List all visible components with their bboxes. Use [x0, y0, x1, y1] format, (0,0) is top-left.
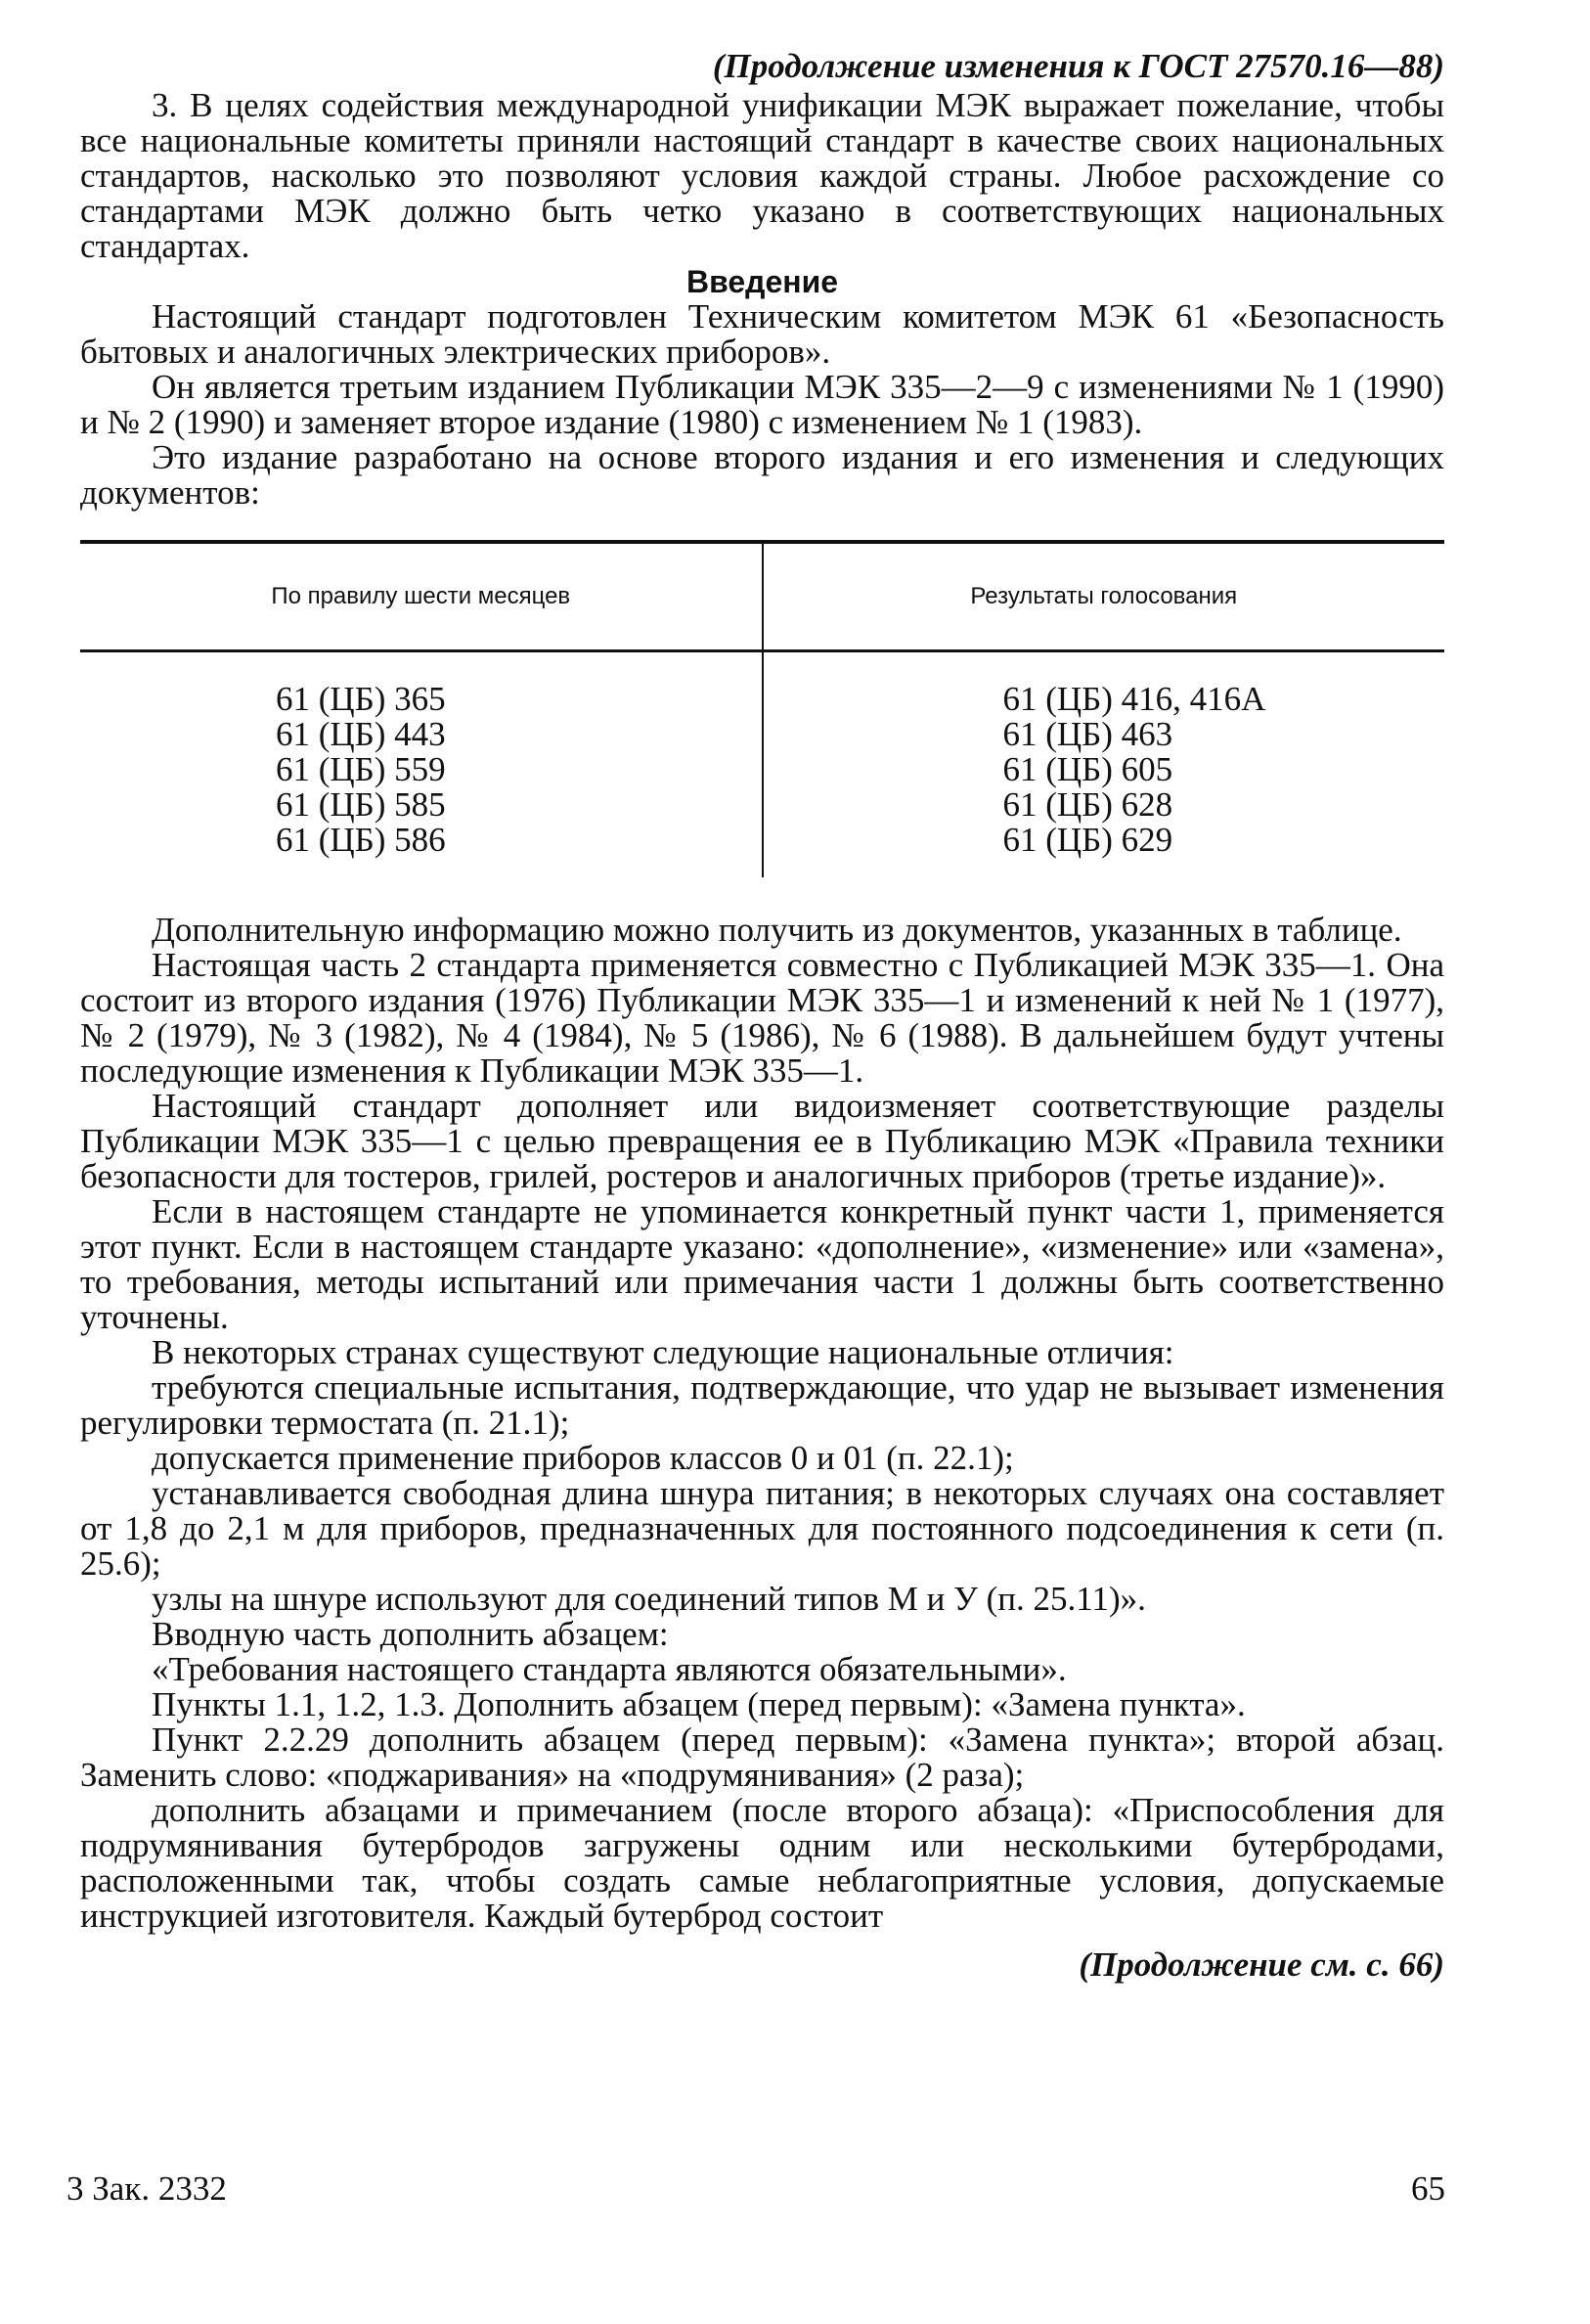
table-body	[80, 652, 1444, 877]
table-cell: 61 (ЦБ) 586	[276, 821, 446, 859]
paragraph: Пункт 2.2.29 дополнить абзацем (перед первым): «Замена пункта»; второй абзац. Заменить слово: «поджаривания» на «подрумянивания» (2 раза);	[80, 1721, 1444, 1794]
table-cell: 61 (ЦБ) 585	[276, 785, 446, 824]
paragraph: дополнить абзацами и примечанием (после второго абзаца): «Приспособления для подрумянивания бутербродов загружены одним или несколькими бутербродами, расположенными так, чтобы создать самые неблагоприятные условия, допускаемые инструкцией изготовителя. Каждый бутерброд состоит	[80, 1791, 1444, 1935]
paragraph: Дополнительную информацию можно получить из документов, указанных в таблице.	[152, 911, 1402, 949]
paragraph: допускается применение приборов классов 0 и 01 (п. 22.1);	[152, 1439, 1014, 1477]
paragraph: Настоящая часть 2 стандарта применяется совместно с Публикацией МЭК 335—1. Она состоит из второго издания (1976) Публикации МЭК 335—1 и изменений к ней № 1 (1977), № 2 (1979), № 3 (1982), № 4 (1984), № 5 (1986), № 6 (1988). В дальнейшем будут учтены последующие изменения к Публикации МЭК 335—1.	[80, 946, 1444, 1090]
table-cell: 61 (ЦБ) 463	[1002, 715, 1173, 753]
intro-paragraph: 3. В целях содействия международной унификации МЭК выражает пожелание, чтобы все национальные комитеты приняли настоящий стандарт в качестве своих национальных стандартов, насколько это позволяют условия каждой страны. Любое расхождение со стандартами МЭК должно быть четко указано в соответствующих национальных стандартах.	[80, 86, 1444, 265]
table-header-voting-results: Результаты голосования	[970, 583, 1238, 609]
table-column-six-months	[80, 652, 764, 877]
paragraph: Он является третьим изданием Публикации МЭК 335—2—9 с изменениями № 1 (1990) и № 2 (1990) и заменяет второе издание (1980) с изменением № 1 (1983).	[80, 368, 1444, 441]
paragraph: Настоящий стандарт дополняет или видоизменяет соответствующие разделы Публикации МЭК 335—1 с целью превращения ее в Публикацию МЭК «Правила техники безопасности для тостеров, грилей, ростеров и аналогичных приборов (третье издание)».	[80, 1087, 1444, 1195]
table-cell: 61 (ЦБ) 559	[276, 750, 446, 788]
table-header-row	[80, 544, 1444, 649]
paragraph: «Требования настоящего стандарта являются обязательными».	[152, 1650, 1067, 1688]
paragraph: устанавливается свободная длина шнура питания; в некоторых случаях она составляет от 1,8 до 2,1 м для приборов, предназначенных для постоянного подсоединения к сети (п. 25.6);	[80, 1474, 1444, 1583]
document-page	[80, 49, 1444, 1983]
paragraph: Если в настоящем стандарте не упоминается конкретный пункт части 1, применяется этот пункт. Если в настоящем стандарте указано: «дополнение», «изменение» или «замена», то требования, методы испытаний или примечания части 1 должны быть соответственно уточнены.	[80, 1192, 1444, 1336]
paragraph: Это издание разработано на основе второго издания и его изменения и следующих документов:	[80, 438, 1444, 512]
body-text	[80, 913, 1444, 1934]
documents-table	[80, 540, 1444, 877]
order-number: 3 Зак. 2332	[66, 2169, 227, 2208]
paragraph: Пункты 1.1, 1.2, 1.3. Дополнить абзацем (перед первым): «Замена пункта».	[152, 1685, 1246, 1723]
continued-note: (Продолжение см. с. 66)	[1079, 1945, 1444, 1984]
paragraph: Вводную часть дополнить абзацем:	[152, 1615, 669, 1653]
paragraph: требуются специальные испытания, подтверждающие, что удар не вызывает изменения регулировки термостата (п. 21.1);	[80, 1368, 1444, 1442]
paragraph: Настоящий стандарт подготовлен Техническим комитетом МЭК 61 «Безопасность бытовых и аналогичных электрических приборов».	[80, 297, 1444, 371]
table-cell: 61 (ЦБ) 443	[276, 715, 446, 753]
table-cell: 61 (ЦБ) 629	[1002, 821, 1173, 859]
table-header-six-months: По правилу шести месяцев	[80, 544, 764, 649]
page-footer	[66, 2171, 1445, 2207]
table-cell: 61 (ЦБ) 365	[276, 680, 446, 718]
table-column-voting-results	[764, 652, 1445, 877]
table-cell: 61 (ЦБ) 628	[1002, 785, 1173, 824]
page-number: 65	[1411, 2169, 1445, 2208]
section-title: Введение	[685, 264, 839, 299]
table-cell: 61 (ЦБ) 416, 416А	[1002, 680, 1266, 718]
paragraph: В некоторых странах существуют следующие национальные отличия:	[152, 1333, 1174, 1371]
paragraph: узлы на шнуре используют для соединений типов М и У (п. 25.11)».	[152, 1580, 1146, 1618]
page-header: (Продолжение изменения к ГОСТ 27570.16—88)	[712, 47, 1444, 85]
table-cell: 61 (ЦБ) 605	[1002, 750, 1173, 788]
